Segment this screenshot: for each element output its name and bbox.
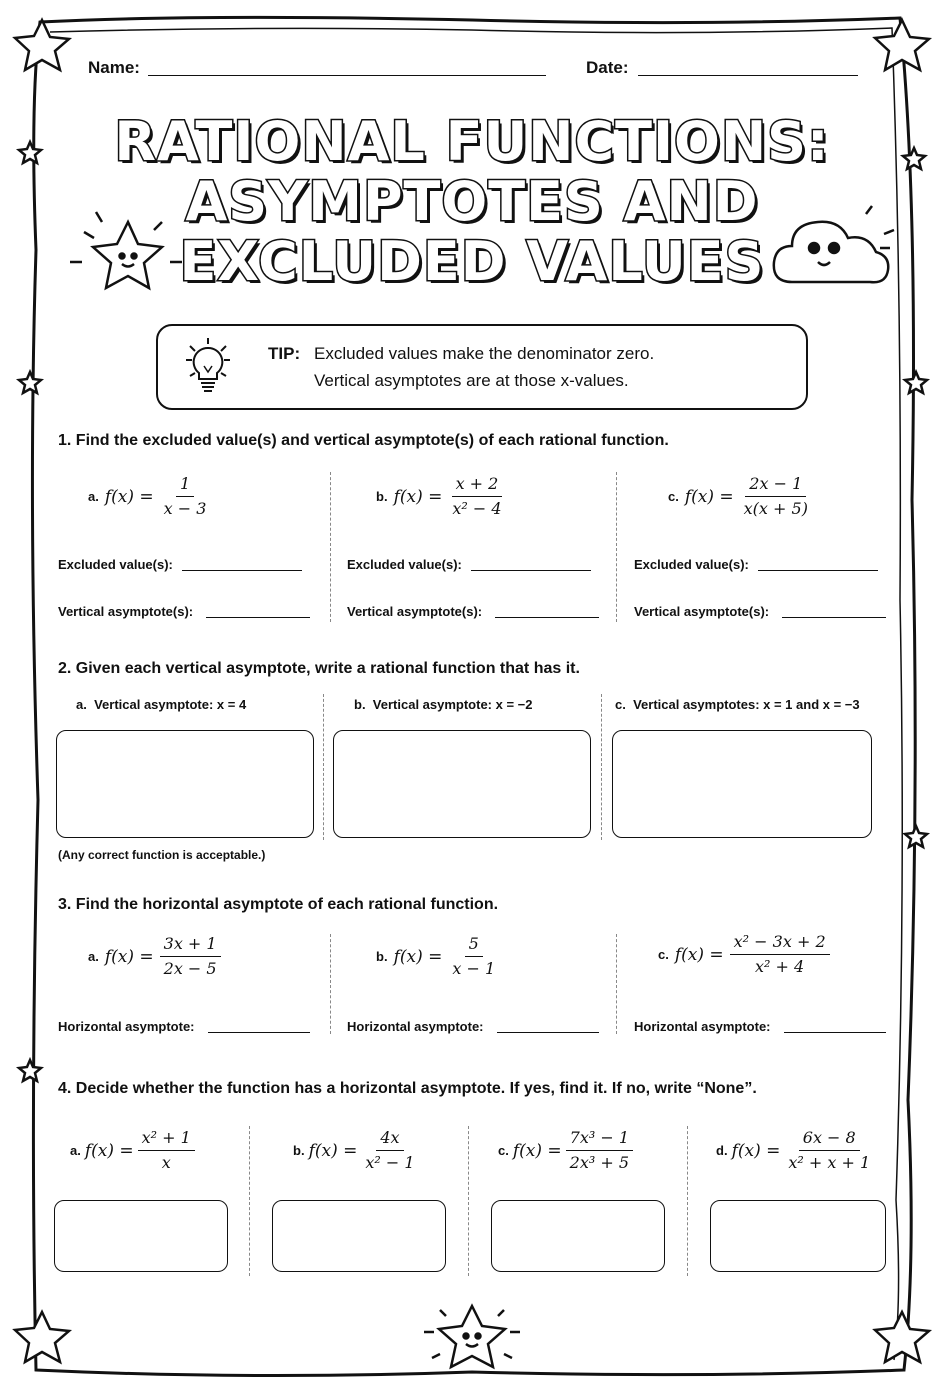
title-line-1: RATIONAL FUNCTIONS: [114,110,830,173]
divider [601,694,602,840]
lightbulb-icon [178,336,238,400]
q3a-horizontal-answer[interactable] [208,1032,310,1033]
q1b-vertical-answer[interactable] [495,617,599,618]
q1c-vertical-answer[interactable] [782,617,886,618]
divider [249,1126,250,1276]
name-label: Name: [88,58,140,77]
q1b-vertical-label: Vertical asymptote(s): [347,604,483,619]
q1a-vertical-answer[interactable] [206,617,310,618]
q1a-vertical-label: Vertical asymptote(s): [58,604,194,619]
q2-note: (Any correct function is acceptable.) [58,848,266,862]
q2c-prompt: c. Vertical asymptotes: x = 1 and x = −3 [615,697,860,712]
divider [323,694,324,840]
q1a-function: a. f(x) = $\frac{1}{x - 3}$ [88,474,207,518]
q1c-vertical-label: Vertical asymptote(s): [634,604,770,619]
q4c-function: c. f(x) = $\frac{\text{7x³ − 1}}{\text{2x³ + 5}}$ [498,1128,633,1173]
divider [616,934,617,1034]
q3a-function: a. f(x) = $\frac{3x + 1}{2x - 5}$ [88,934,221,979]
q1a-excluded-label: Excluded value(s): [58,557,173,572]
name-field[interactable] [148,75,546,76]
q2b-prompt: b. Vertical asymptote: x = −2 [354,697,533,712]
q3c-horizontal-label: Horizontal asymptote: [634,1019,771,1034]
title-line-2: ASYMPTOTES AND [185,170,759,233]
title-line-3: EXCLUDED VALUES [179,230,765,293]
date-field[interactable] [638,75,858,76]
q3c-horizontal-answer[interactable] [784,1032,886,1033]
q3a-horizontal-label: Horizontal asymptote: [58,1019,195,1034]
q2a-prompt: a. Vertical asymptote: x = 4 [76,697,247,712]
q4a-function: a. f(x) = $\frac{\text{x² + 1}}{x}$ [70,1128,195,1173]
q2c-answer-box[interactable] [612,730,872,838]
q4c-answer-box[interactable] [491,1200,665,1272]
q3b-function: b. f(x) = $\frac{5}{x - 1}$ [376,934,496,978]
q1b-function: b. f(x) = $\frac{x + 2}{\text{x² − 4}}$ [376,474,502,518]
q1b-excluded-label: Excluded value(s): [347,557,462,572]
q3-heading: 3. Find the horizontal asymptote of each rational function. [58,896,499,913]
q1c-function: c. f(x) = $\frac{2x - 1}{x(x + 5)}$ [668,474,808,518]
divider [330,934,331,1034]
tip-line-2: Vertical asymptotes are at those x-values. [314,371,629,390]
q1c-excluded-answer[interactable] [758,570,878,571]
divider [468,1126,469,1276]
q4-heading: 4. Decide whether the function has a horizontal asymptote. If yes, find it. If no, write “None”. [58,1080,757,1097]
tip-label: TIP: [268,344,301,363]
q2a-answer-box[interactable] [56,730,314,838]
q2-heading: 2. Given each vertical asymptote, write a rational function that has it. [58,660,580,677]
star-icon [424,1306,520,1367]
tip-box [156,324,808,410]
q1-heading: 1. Find the excluded value(s) and vertical asymptote(s) of each rational function. [58,432,669,449]
q3b-horizontal-label: Horizontal asymptote: [347,1019,484,1034]
q1b-excluded-answer[interactable] [471,570,591,571]
page-title [60,112,884,292]
q1a-excluded-answer[interactable] [182,570,302,571]
q2b-answer-box[interactable] [333,730,591,838]
divider [330,472,331,622]
q3b-horizontal-answer[interactable] [497,1032,599,1033]
divider [687,1126,688,1276]
q1c-excluded-label: Excluded value(s): [634,557,749,572]
q4b-function: b. f(x) = $\frac{4x}{\text{x² − 1}}$ [293,1128,415,1172]
date-label: Date: [586,58,629,77]
q3c-function: c. f(x) = $\frac{\text{x² − 3x + 2}}{\text{x² + 4}}$ [658,932,830,977]
q4b-answer-box[interactable] [272,1200,446,1272]
q4d-function: d. f(x) = $\frac{6x - 8}{\text{x² + x + 1}}$ [716,1128,871,1172]
q4d-answer-box[interactable] [710,1200,886,1272]
tip-line-1: Excluded values make the denominator zero. [314,344,655,363]
q4a-answer-box[interactable] [54,1200,228,1272]
divider [616,472,617,622]
